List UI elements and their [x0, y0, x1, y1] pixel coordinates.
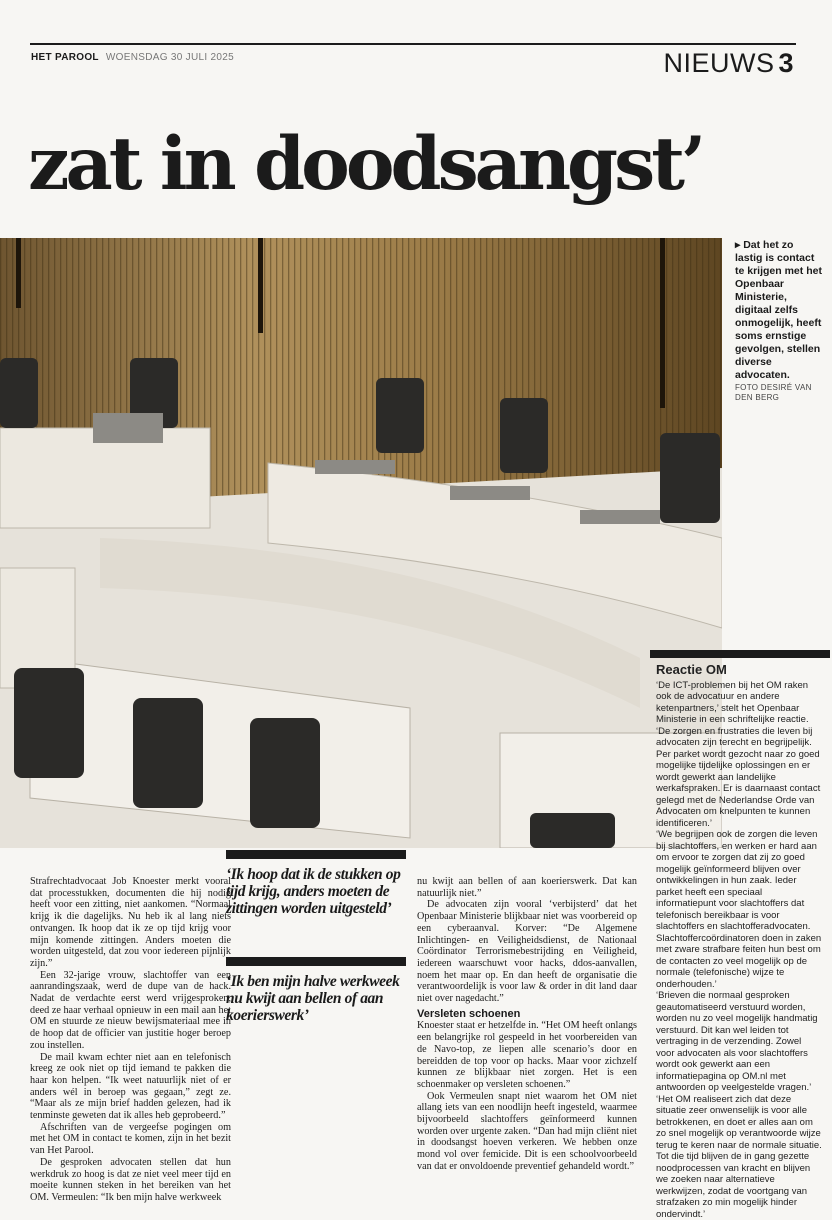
pull-quote-2: ‘Ik ben mijn halve werkweek nu kwijt aan bellen of aan koerierswerk’ — [226, 973, 406, 1024]
sidebar-paragraph: ‘We begrijpen ook de zorgen die leven bij slachtoffers, en werken er hard aan om ervoor te zorgen dat zij zo goed mogelijk geïnformeerd blijven over ontwikkelingen in hun zaak. Ieder parket heeft een speciaal informatiepunt voor slachtoffers dat telefonisch bereikbaar is voor slachtoffers en slachtofferadvocaten. Slachtoffercoördinatoren doen in zaken met zware strafbare feiten hun best om de contacten zo veel mogelijk op de normale (telefonische) wijze te onderhouden.’ — [656, 829, 822, 990]
issue-date: WOENSDAG 30 JULI 2025 — [106, 52, 234, 63]
sidebar-paragraph: ‘De ICT-problemen bij het OM raken ook de advocatuur en andere ketenpartners,’ stelt het Openbaar Ministerie in een schriftelijke reactie. ‘De zorgen en frustraties die leven bij advocaten zijn terecht en begrijpelijk. Per parket wordt gezocht naar zo goed mogelijke tijdelijke oplossingen en er wordt gewerkt aan landelijke werkafspraken. Er is daarnaast contact gelegd met de Nederlandse Orde van Advocaten om knelpunten te kunnen identificeren.’ — [656, 680, 822, 830]
body-paragraph: Knoester staat er hetzelfde in. “Het OM heeft onlangs een belangrijke rol gespeeld in het voorbereiden van de Navo-top, ze liepen alle scenario’s door en bereidden de top voor op hacks. Maar voor zichzelf kunnen ze blijkbaar niet zorgen. Het is een schoenmaker op versleten schoenen.” — [417, 1020, 637, 1090]
body-paragraph: Een 32-jarige vrouw, slachtoffer van een aanrandingszaak, werd de dupe van de hack. Nadat de verdachte eerst werd vrijgesproken, deed ze haar verhaal opnieuw in een mail aan het OM en stuurde ze nieuw bewijsmateriaal mee in de hoop dat de officier van justitie hoger beroep zou instellen. — [30, 970, 231, 1052]
subheading: Versleten schoenen — [417, 1009, 637, 1021]
newspaper-name: HET PAROOL — [31, 52, 99, 63]
body-paragraph: nu kwijt aan bellen of aan koerierswerk. Dat kan natuurlijk niet.” — [417, 876, 637, 899]
photo-caption — [735, 239, 823, 403]
body-paragraph: Ook Vermeulen snapt niet waarom het OM niet allang iets van een noodlijn heeft ingesteld, waarmee bijvoorbeeld slachtoffers geïnformeerd kunnen worden over urgente zaken. “Dan had mijn cliënt niet in doodsangst hoeven verkeren. We hebben onze mond vol over femicide. Dit is een schoolvoorbeeld van dat er onvoldoende preventief gehandeld wordt.” — [417, 1091, 637, 1173]
page-number: 3 — [778, 48, 794, 78]
body-paragraph: De advocaten zijn vooral ‘verbijsterd’ dat het Openbaar Ministerie blijkbaar niet was voorbereid op een cyberaanval. Korver: “De Algemene Inlichtingen- en Veiligheidsdienst, de Nationaal Coördinator Terrorismebestrijding en Veiligheid, iedereen waarschuwt voor hacks, ddos-aanvallen, noem het maar op. En dan heeft de organisatie die verantwoordelijk is voor law & order in dit land daar niet over nagedacht.” — [417, 899, 637, 1004]
sidebar-paragraph: ‘Het OM realiseert zich dat deze situatie zeer onwenselijk is voor alle betrokkenen, en doet er alles aan om zo snel mogelijk op verantwoorde wijze terug te keren naar de normale situatie. Tot die tijd blijven de in gang gezette noodprocessen van kracht en blijven we zoeken naar alternatieve werkwijzen, zodat de voortgang van strafzaken zo min mogelijk hinder ondervindt.’ — [656, 1094, 822, 1220]
caption-arrow-icon: ▸ — [735, 239, 743, 251]
section-name: NIEUWS — [663, 48, 774, 78]
caption-text: Dat het zo lastig is contact te krijgen met het Openbaar Ministerie, digitaal zelfs onmogelijk, heeft soms ernstige gevolgen, stellen diverse advocaten. — [735, 239, 822, 381]
sidebar-paragraph: ‘Brieven die normaal gesproken geautomatiseerd verstuurd worden, worden nu zo veel mogelijk handmatig verstuurd. Dit kan wel leiden tot vertraging in de verzending. Zowel voor advocaten als voor slachtoffers wordt ook gewerkt aan een informatiepagina op OM.nl met antwoorden op veelgestelde vragen.’ — [656, 990, 822, 1094]
photo-credit: FOTO DESIRÉ VAN DEN BERG — [735, 383, 823, 403]
article-column-3 — [417, 876, 637, 1173]
top-rule — [30, 43, 796, 45]
masthead — [31, 52, 234, 63]
body-paragraph: Strafrechtadvocaat Job Knoester merkt vooral dat processtukken, documenten die hij nodig heeft voor een zitting, niet aankomen. “Normaal krijg ik die dagelijks. Nu heb ik al lang niets ontvangen. Ik hoop dat ik ze op tijd krijg voor mijn komende zittingen. Anders moeten die worden uitgesteld, dat zou voor iedereen pijnlijk zijn.” — [30, 876, 231, 970]
quote-bar-2 — [226, 957, 406, 966]
headline: zat in doodsangst’ — [28, 128, 702, 201]
courtroom-photo — [0, 238, 722, 848]
sidebar-bar — [650, 650, 830, 658]
sidebar-reactie-om — [650, 650, 830, 1220]
quote-bar-1 — [226, 850, 406, 859]
body-paragraph: De gesproken advocaten stellen dat hun werkdruk zo hoog is dat ze niet veel meer tijd en moeite kunnen steken in het bereiken van het OM. Vermeulen: “Ik ben mijn halve werkweek — [30, 1157, 231, 1204]
article-column-1 — [30, 876, 231, 1204]
body-paragraph: De mail kwam echter niet aan en telefonisch kreeg ze ook niet op tijd iemand te pakken die haar kon helpen. “Ik weet natuurlijk niet of er anders wél in beroep was gegaan,” zegt ze. “Maar als ze mijn brief hadden gelezen, had ik tenminste geweten dat ik alles heb geprobeerd.” — [30, 1052, 231, 1122]
body-paragraph: Afschriften van de vergeefse pogingen om met het OM in contact te komen, zijn in het bezit van Het Parool. — [30, 1122, 231, 1157]
courtroom-illustration — [0, 238, 722, 848]
sidebar-title: Reactie OM — [656, 664, 830, 676]
pull-quote-1: ‘Ik hoop dat ik de stukken op tijd krijg, anders moeten de zittingen worden uitgesteld’ — [226, 866, 406, 917]
section-label — [663, 48, 794, 79]
